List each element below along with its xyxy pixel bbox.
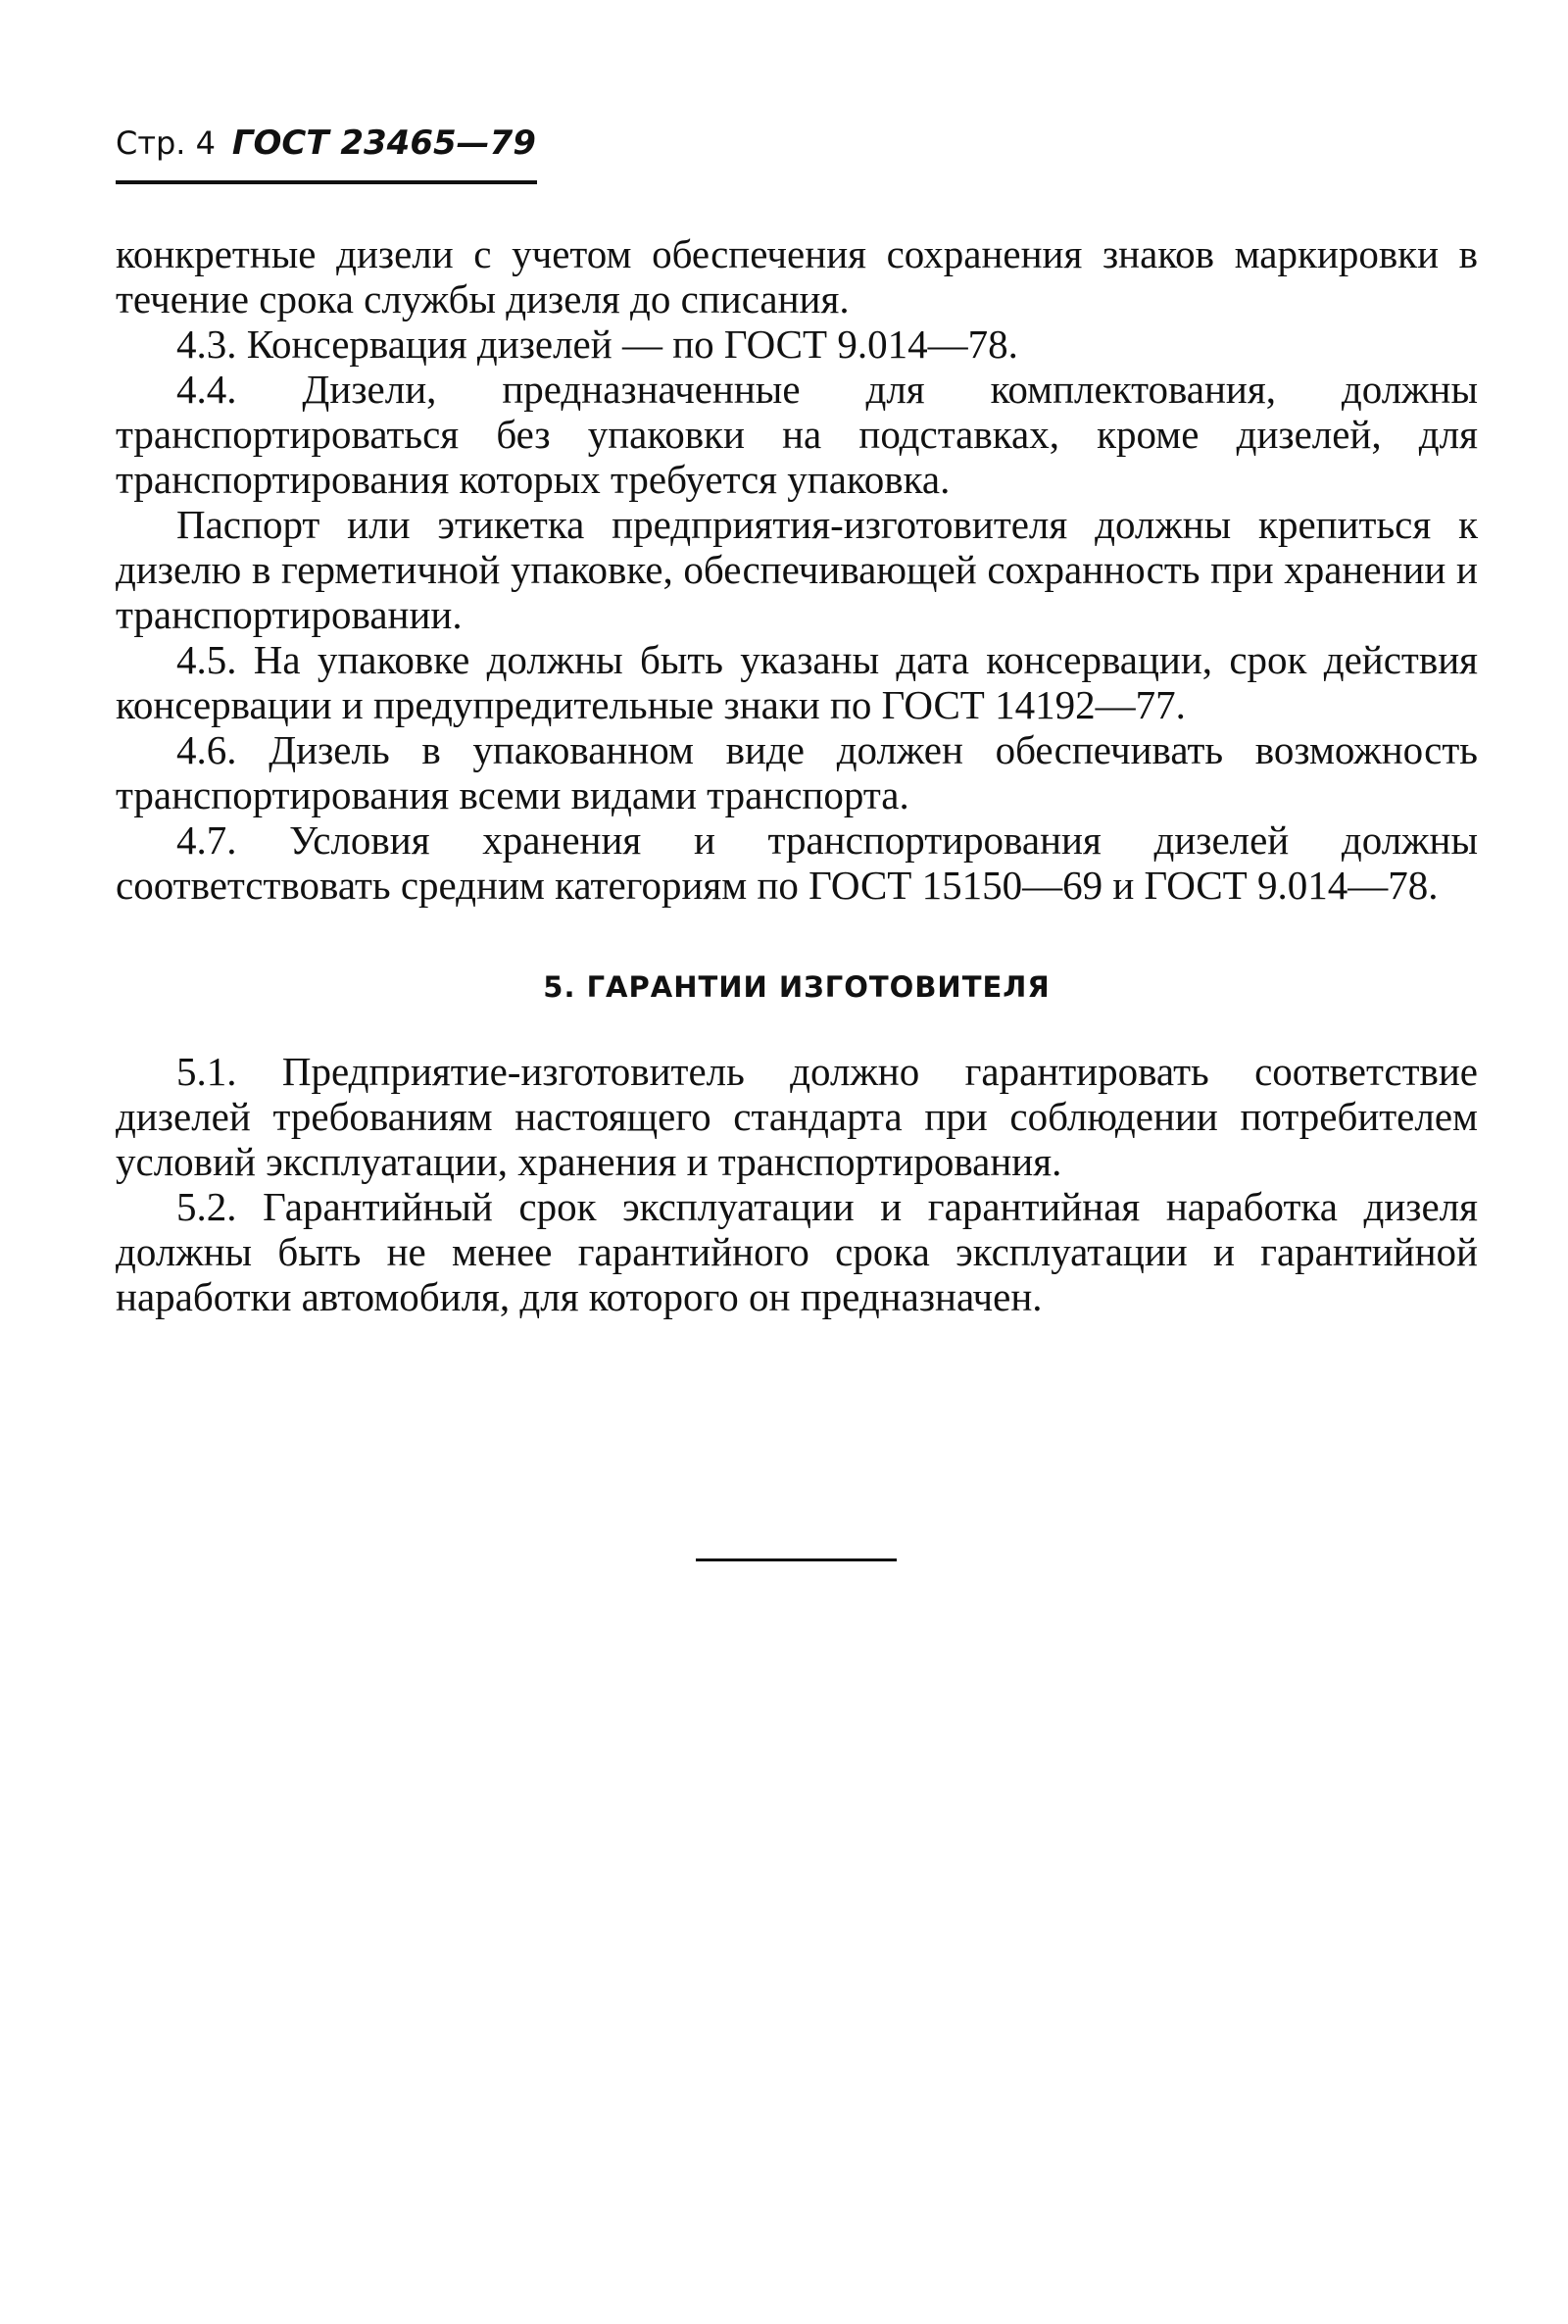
section-title: 5. ГАРАНТИИ ИЗГОТОВИТЕЛЯ: [543, 970, 1051, 1004]
page-header: [116, 124, 536, 163]
paragraph-5-1: 5.1. Предприятие-изготовитель должно гарантировать соответствие дизелей требованиям настоящего стандарта при соблюдении потребителем условий эксплуатации, хранения и транспортирования.: [116, 1049, 1478, 1184]
paragraph-5-2: 5.2. Гарантийный срок эксплуатации и гарантийная наработка дизеля должны быть не менее гарантийного срока эксплуатации и гарантийной наработки автомобиля, для которого он предназначен.: [116, 1184, 1478, 1319]
paragraph-4-4-passport: Паспорт или этикетка предприятия-изготовителя должны крепиться к дизелю в герметичной упаковке, обеспечивающей сохранность при хранении и транспортировании.: [116, 502, 1478, 637]
document-body: [116, 231, 1478, 1319]
paragraph-4-7: 4.7. Условия хранения и транспортирования дизелей должны соответствовать средним категориям по ГОСТ 15150—69 и ГОСТ 9.014—78.: [116, 817, 1478, 908]
standard-number: ГОСТ 23465—79: [231, 124, 536, 163]
paragraph-4-6: 4.6. Дизель в упакованном виде должен обеспечивать возможность транспортирования всеми видами транспорта.: [116, 727, 1478, 817]
paragraph-4-5: 4.5. На упаковке должны быть указаны дата консервации, срок действия консервации и предупредительные знаки по ГОСТ 14192—77.: [116, 637, 1478, 727]
page-number: Стр. 4: [116, 124, 216, 162]
header-divider: [116, 180, 537, 184]
paragraph-continuation: конкретные дизели с учетом обеспечения сохранения знаков маркировки в течение срока службы дизеля до списания.: [116, 231, 1478, 321]
end-divider: [696, 1558, 897, 1561]
paragraph-4-3: 4.3. Консервация дизелей — по ГОСТ 9.014—78.: [176, 321, 1018, 367]
paragraph-4-4: 4.4. Дизели, предназначенные для комплектования, должны транспортироваться без упаковки на подставках, кроме дизелей, для транспортирования которых требуется упаковка.: [116, 367, 1478, 502]
